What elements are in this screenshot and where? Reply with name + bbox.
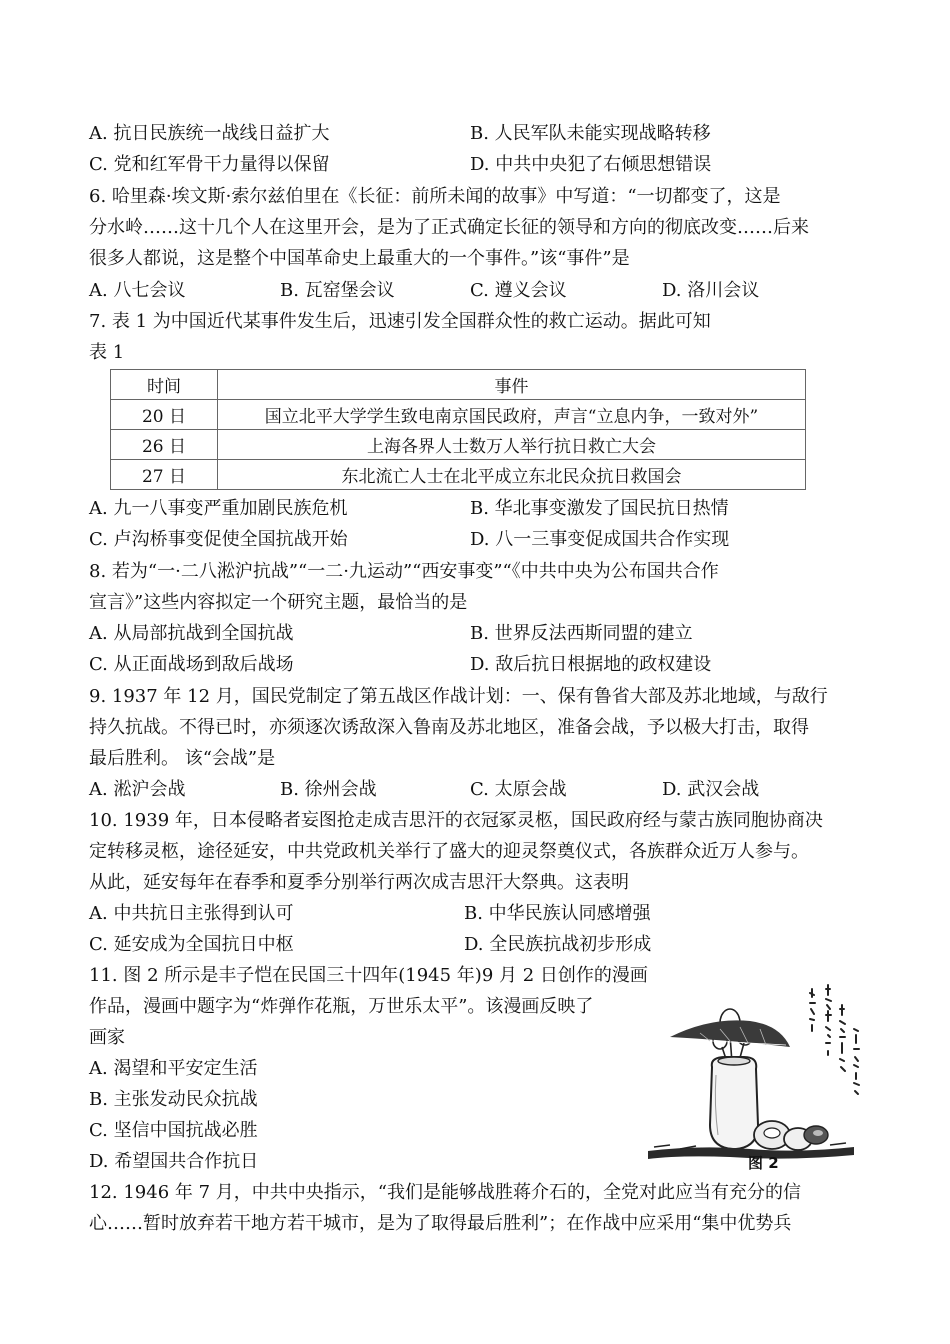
bomb-vase xyxy=(710,1057,758,1149)
q6-option-a: A. 八七会议 xyxy=(89,280,186,301)
q9-stem-line3: 最后胜利。 该“会战”是 xyxy=(89,748,276,769)
table-row xyxy=(111,430,806,460)
q9-stem-line1: 9. 1937 年 12 月，国民党制定了第五战区作战计划：一、保有鲁省大部及苏北地域，与敌行 xyxy=(89,686,828,707)
q8-option-d: D. 敌后抗日根据地的政权建设 xyxy=(470,654,712,675)
table-row xyxy=(111,400,806,430)
q10-option-c: C. 延安成为全国抗日中枢 xyxy=(89,934,294,955)
q7-option-d: D. 八一三事变促成国共合作实现 xyxy=(470,529,730,550)
table-cell-time: 27 日 xyxy=(111,460,218,490)
q7-option-b: B. 华北事变激发了国民抗日热情 xyxy=(470,498,729,519)
q6-stem-line1: 6. 哈里森·埃文斯·索尔兹伯里在《长征：前所未闻的故事》中写道：“一切都变了，这是 xyxy=(89,186,781,207)
q10-option-a: A. 中共抗日主张得到认可 xyxy=(89,903,294,924)
figure-caption: 图 2 xyxy=(748,1154,779,1172)
q11-stem-line1: 11. 图 2 所示是丰子恺在民国三十四年(1945 年)9 月 2 日创作的漫画 xyxy=(89,965,648,986)
q5-option-a: A. 抗日民族统一战线日益扩大 xyxy=(89,123,330,144)
q7-option-c: C. 卢沟桥事变促使全国抗战开始 xyxy=(89,529,348,550)
q5-option-c: C. 党和红军骨干力量得以保留 xyxy=(89,154,330,175)
table-cell-event: 上海各界人士数万人举行抗日救亡大会 xyxy=(218,430,806,460)
table-header-event: 事件 xyxy=(218,370,806,400)
q8-stem-line1: 8. 若为“一·二八淞沪抗战”“一二·九运动”“西安事变”“《中共中央为公布国共合作 xyxy=(89,561,719,582)
q8-option-c: C. 从正面战场到敌后战场 xyxy=(89,654,294,675)
q12-stem-line2: 心……暂时放弃若干地方若干城市，是为了取得最后胜利”；在作战中应采用“集中优势兵 xyxy=(89,1213,792,1234)
table-cell-time: 26 日 xyxy=(111,430,218,460)
q6-stem-line3: 很多人都说，这是整个中国革命史上最重大的一个事件。”该“事件”是 xyxy=(89,248,630,269)
q7-stem-line1: 7. 表 1 为中国近代某事件发生后，迅速引发全国群众性的救亡运动。据此可知 xyxy=(89,311,711,332)
q9-option-d: D. 武汉会战 xyxy=(662,779,760,800)
q10-option-b: B. 中华民族认同感增强 xyxy=(464,903,651,924)
q8-stem-line2: 宣言》”这些内容拟定一个研究主题，最恰当的是 xyxy=(89,592,468,613)
q11-stem-line2: 作品，漫画中题字为“炸弹作花瓶，万世乐太平”。该漫画反映了 xyxy=(89,996,594,1017)
q11-stem-line3: 画家 xyxy=(89,1027,125,1048)
q9-stem-line2: 持久抗战。不得已时，亦须逐次诱敌深入鲁南及苏北地区，准备会战，予以极大打击，取得 xyxy=(89,717,809,738)
q6-option-c: C. 遵义会议 xyxy=(470,280,567,301)
q5-option-d: D. 中共中央犯了右倾思想错误 xyxy=(470,154,712,175)
table-header-time: 时间 xyxy=(111,370,218,400)
q11-option-b: B. 主张发动民众抗战 xyxy=(89,1089,258,1110)
q11-option-d: D. 希望国共合作抗日 xyxy=(89,1151,259,1172)
table-cell-time: 20 日 xyxy=(111,400,218,430)
table-cell-event: 东北流亡人士在北平成立东北民众抗日救国会 xyxy=(218,460,806,490)
cartoon-illustration xyxy=(640,975,870,1175)
q11-option-a: A. 渴望和平安定生活 xyxy=(89,1058,258,1079)
q12-stem-line1: 12. 1946 年 7 月，中共中央指示，“我们是能够战胜蒋介石的，全党对此应当有充分的信 xyxy=(89,1182,801,1203)
q9-option-a: A. 淞沪会战 xyxy=(89,779,186,800)
calligraphy-inscription xyxy=(810,985,859,1094)
table-cell-event: 国立北平大学学生致电南京国民政府，声言“立息内争，一致对外” xyxy=(218,400,806,430)
q5-option-b: B. 人民军队未能实现战略转移 xyxy=(470,123,711,144)
q8-option-b: B. 世界反法西斯同盟的建立 xyxy=(470,623,693,644)
q7-table xyxy=(110,369,806,490)
q10-stem-line2: 定转移灵柩，途径延安，中共党政机关举行了盛大的迎灵祭奠仪式，各族群众近万人参与。 xyxy=(89,841,809,862)
q11-option-c: C. 坚信中国抗战必胜 xyxy=(89,1120,258,1141)
q6-option-b: B. 瓦窑堡会议 xyxy=(280,280,395,301)
q10-option-d: D. 全民族抗战初步形成 xyxy=(464,934,652,955)
table-row xyxy=(111,460,806,490)
q8-option-a: A. 从局部抗战到全国抗战 xyxy=(89,623,294,644)
q10-stem-line1: 10. 1939 年，日本侵略者妄图抢走成吉思汗的衣冠冢灵柩，国民政府经与蒙古族同胞协商决 xyxy=(89,810,823,831)
q6-stem-line2: 分水岭……这十几个人在这里开会，是为了正式确定长征的领导和方向的彻底改变……后来 xyxy=(89,217,809,238)
table-header-row xyxy=(111,370,806,400)
q10-stem-line3: 从此，延安每年在春季和夏季分别举行两次成吉思汗大祭典。这表明 xyxy=(89,872,629,893)
q6-option-d: D. 洛川会议 xyxy=(662,280,760,301)
q9-option-c: C. 太原会战 xyxy=(470,779,567,800)
q7-option-a: A. 九一八事变严重加剧民族危机 xyxy=(89,498,348,519)
q7-table-label: 表 1 xyxy=(89,342,125,363)
shells xyxy=(754,1121,828,1150)
q9-option-b: B. 徐州会战 xyxy=(280,779,377,800)
